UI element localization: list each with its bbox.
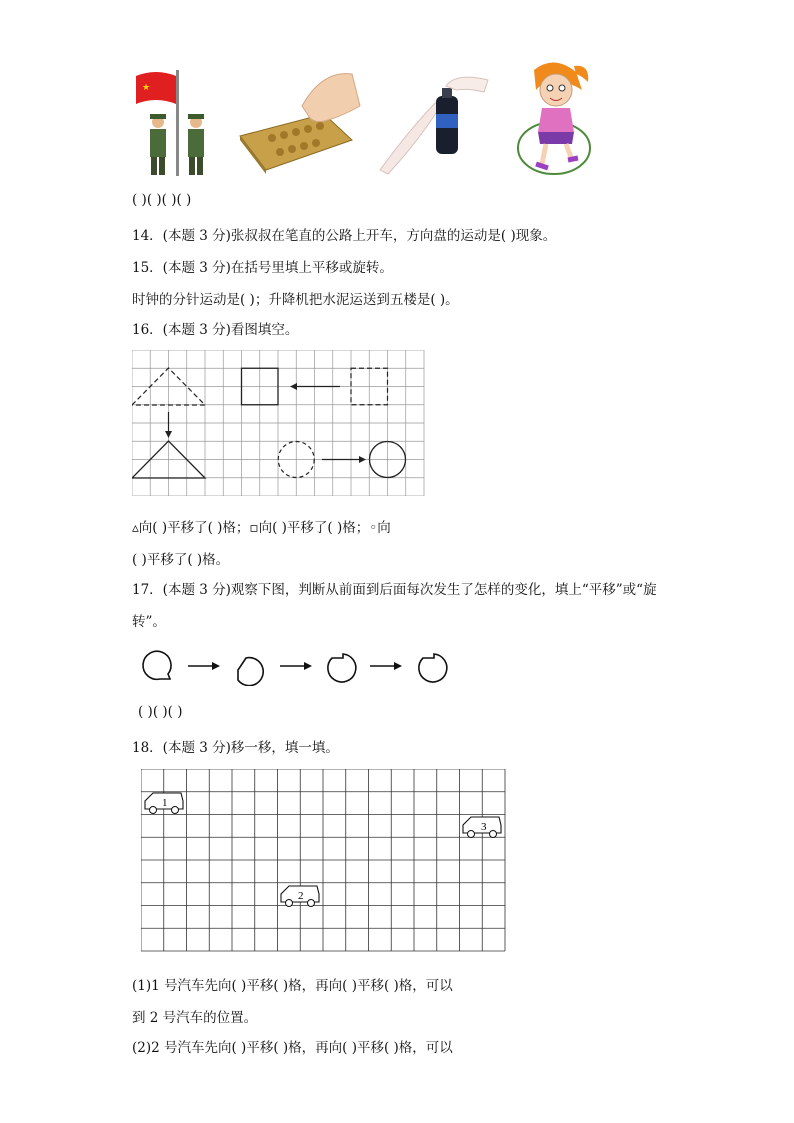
car-2-label: 2 xyxy=(298,890,304,902)
bottle-opening-picture xyxy=(376,74,492,178)
flag-raising-picture xyxy=(130,68,218,178)
q14-text: 14．(本题 3 分)张叔叔在笔直的公路上开车，方向盘的运动是( )现象。 xyxy=(132,228,557,244)
q17-shape-sequence xyxy=(138,646,452,686)
q17-title-line2: 转”。 xyxy=(132,614,166,630)
abacus-picture xyxy=(232,66,362,176)
q17-title-line1: 17．(本题 3 分)观察下图，判断从前面到后面每次发生了怎样的变化，填上“平移”或“旋 xyxy=(132,582,657,598)
q13-answer-blanks[interactable]: ( )( )( )( ) xyxy=(132,192,192,208)
q16-title: 16．(本题 3 分)看图填空。 xyxy=(132,322,299,338)
q18-grid-figure xyxy=(141,769,507,953)
q17-answer-blanks[interactable]: ( )( )( ) xyxy=(138,704,183,720)
car-1-label: 1 xyxy=(162,797,168,809)
q16-answer-line2[interactable]: ( )平移了( )格。 xyxy=(132,552,230,568)
car-3-label: 3 xyxy=(481,821,487,833)
q16-grid-figure xyxy=(132,350,426,496)
q15-line[interactable]: 时钟的分针运动是( )；升降机把水泥运送到五楼是( )。 xyxy=(132,292,459,308)
q18-sub1-line1[interactable]: (1)1 号汽车先向( )平移( )格，再向( )平移( )格，可以 xyxy=(132,978,453,994)
q18-sub2-line1[interactable]: (2)2 号汽车先向( )平移( )格，再向( )平移( )格，可以 xyxy=(132,1040,453,1056)
q16-answer-line1[interactable]: ▵向( )平移了( )格；▫向( )平移了( )格；◦向 xyxy=(132,520,391,536)
girl-jumping-rope-picture xyxy=(512,60,598,180)
svg-text:★: ★ xyxy=(142,83,151,93)
q18-sub1-line2: 到 2 号汽车的位置。 xyxy=(132,1010,258,1026)
q18-title: 18．(本题 3 分)移一移，填一填。 xyxy=(132,740,339,756)
q15-title: 15．(本题 3 分)在括号里填上平移或旋转。 xyxy=(132,260,393,276)
